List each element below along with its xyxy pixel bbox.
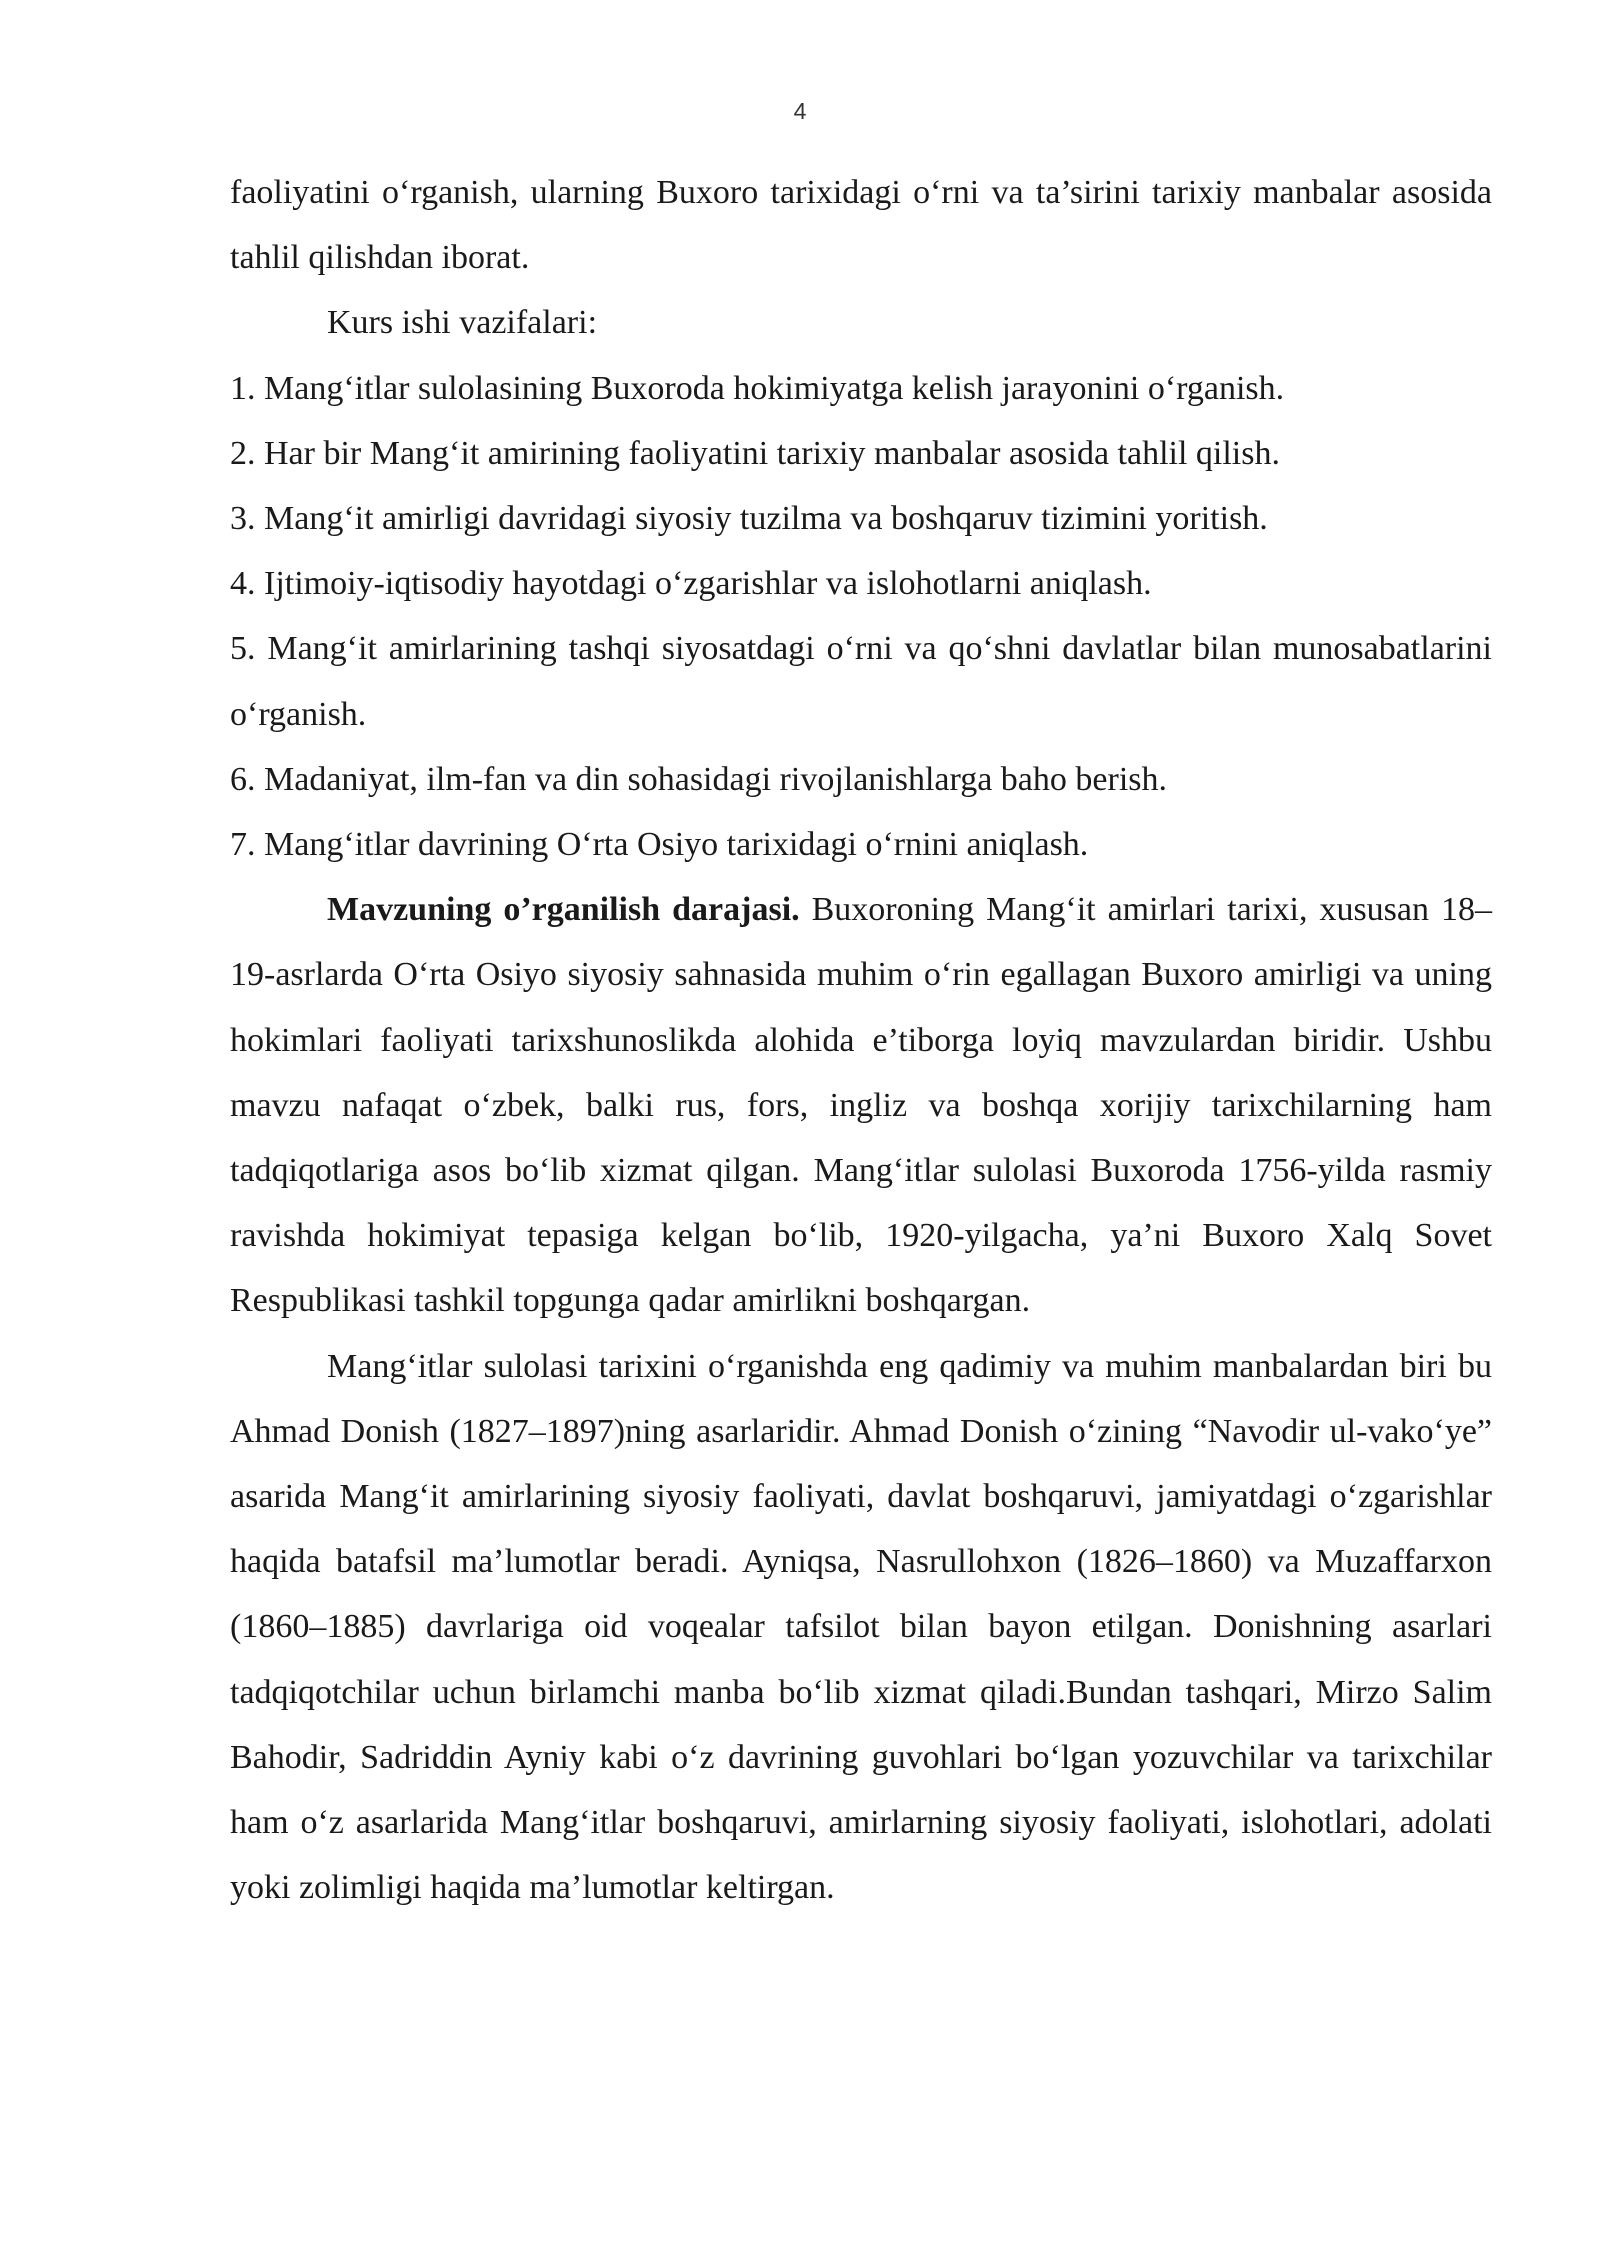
task-item-1: 1. Mang‘itlar sulolasining Buxoroda hokimiyatga kelish jarayonini o‘rganish. [230, 369, 1285, 407]
intro-paragraph: faoliyatini o‘rganish, ularning Buxoro tarixidagi o‘rni va ta’sirini tarixiy manbalar asosida tahlil qilishdan iborat. [230, 174, 1492, 277]
task-item-5: 5. Mang‘it amirlarining tashqi siyosatdagi o‘rni va qo‘shni davlatlar bilan munosabatlarini o‘rganish. [230, 630, 1492, 733]
task-item-7: 7. Mang‘itlar davrining O‘rta Osiyo tarixidagi o‘rnini aniqlash. [230, 826, 1089, 864]
task-item-3: 3. Mang‘it amirligi davridagi siyosiy tuzilma va boshqaruv tizimini yoritish. [230, 500, 1268, 538]
study-level-heading: Mavzuning o’rganilish darajasi. [327, 891, 800, 929]
task-item-2: 2. Har bir Mang‘it amirining faoliyatini tarixiy manbalar asosida tahlil qilish. [230, 434, 1280, 472]
document-body [230, 160, 1492, 1920]
task-item-4: 4. Ijtimoiy-iqtisodiy hayotdagi o‘zgarishlar va islohotlarni aniqlash. [230, 565, 1152, 603]
study-level-paragraph [230, 877, 1492, 1333]
study-level-text: Buxoroning Mang‘it amirlari tarixi, xususan 18–19-asrlarda O‘rta Osiyo siyosiy sahnasida muhim o‘rin egallagan Buxoro amirligi va uning hokimlari faoliyati tarixshunoslikda alohida e’tiborga loyiq mavzulardan biridir. Ushbu mavzu nafaqat o‘zbek, balki rus, fors, ingliz va boshqa xorijiy tarixchilarning ham tadqiqotlariga asos bo‘lib xizmat qilgan. Mang‘itlar sulolasi Buxoroda 1756-yilda rasmiy ravishda hokimiyat tepasiga kelgan bo‘lib, 1920-yilgacha, ya’ni Buxoro Xalq Sovet Respublikasi tashkil topgunga qadar amirlikni boshqargan. [230, 891, 1492, 1320]
task-item-6: 6. Madaniyat, ilm-fan va din sohasidagi rivojlanishlarga baho berish. [230, 760, 1167, 798]
page-number: 4 [793, 98, 807, 124]
tasks-heading: Kurs ishi vazifalari: [327, 304, 598, 342]
sources-paragraph: Mang‘itlar sulolasi tarixini o‘rganishda eng qadimiy va muhim manbalardan biri bu Ahmad Donish (1827–1897)ning asarlaridir. Ahmad Donish o‘zining “Navodir ul-vako‘ye” asarida Mang‘it amirlarining siyosiy faoliyati, davlat boshqaruvi, jamiyatdagi o‘zgarishlar haqida batafsil ma’lumotlar beradi. Ayniqsa, Nasrullohxon (1826–1860) va Muzaffarxon (1860–1885) davrlariga oid voqealar tafsilot bilan bayon etilgan. Donishning asarlari tadqiqotchilar uchun birlamchi manba bo‘lib xizmat qiladi.Bundan tashqari, Mirzo Salim Bahodir, Sadriddin Ayniy kabi o‘z davrining guvohlari bo‘lgan yozuvchilar va tarixchilar ham o‘z asarlarida Mang‘itlar boshqaruvi, amirlarning siyosiy faoliyati, islohotlari, adolati yoki zolimligi haqida ma’lumotlar keltirgan. [230, 1347, 1492, 1907]
